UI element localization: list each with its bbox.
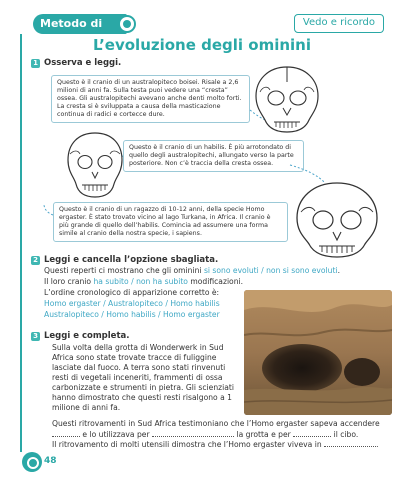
vedo-tag: Vedo e ricordo <box>294 14 384 33</box>
cave-photo <box>244 290 392 415</box>
line-2-end: modificazioni. <box>187 277 244 286</box>
note-habilis: Questo è il cranio di un habilis. È più arrotondato di quello degli australopitechi, allungato verso la parte posteriore. Non c’è traccia della cresta ossea. <box>123 140 304 172</box>
section-3-title: Leggi e completa. <box>44 331 130 341</box>
page-circle-icon <box>22 452 42 472</box>
section-number-3: 3 <box>31 332 40 341</box>
line-1-end: . <box>337 266 340 275</box>
page-title: L’evoluzione degli ominini <box>92 36 311 54</box>
fill-line-3-text: Il ritrovamento di molti utensili dimostra che l’Homo ergaster viveva in <box>52 440 322 449</box>
fill-line-3: Il ritrovamento di molti utensili dimostra che l’Homo ergaster viveva in . <box>52 440 379 449</box>
section-number-1: 1 <box>31 59 40 68</box>
blank-2[interactable] <box>152 429 234 437</box>
page-number: 48 <box>44 456 57 466</box>
section-2-title: Leggi e cancella l’opzione sbagliata. <box>44 255 219 265</box>
blank-4[interactable] <box>324 439 376 447</box>
note-ergaster: Questo è il cranio di un ragazzo di 10-12 anni, della specie Homo ergaster. È stato trovato vicino al lago Turkana, in Africa. Il cranio è più grande di quello dell’habilis. Comincia ad assumere una forma simile al cranio della nostra specie, i sapiens. <box>53 202 288 242</box>
boisei-skull-illustration <box>248 64 326 136</box>
ergaster-skull-illustration <box>288 180 386 260</box>
option-non-si-sono-evoluti[interactable]: non si sono evoluti <box>266 266 338 275</box>
order-option-2[interactable]: Australopiteco / Homo habilis / Homo ergaster <box>44 310 220 319</box>
section-2-line-1 <box>44 266 394 276</box>
blank-3[interactable] <box>293 429 331 437</box>
section-3-paragraph: Sulla volta della grotta di Wonderwerk in Sud Africa sono state trovate tracce di fuliggine lasciate dal fuoco. A terra sono stati rinvenuti resti di vegetali inceneriti, frammenti di ossa carbonizzate e strumenti in pietra. Gli scienziati hanno dimostrato che questi resti risalgono a 1 milione di anni fa. <box>52 343 234 412</box>
option-ha-subito[interactable]: ha subito <box>93 277 129 286</box>
option-non-ha-subito[interactable]: non ha subito <box>136 277 188 286</box>
order-option-1[interactable]: Homo ergaster / Australopiteco / Homo habilis <box>44 299 220 308</box>
section-2-line-2 <box>44 277 394 287</box>
section-2-line-3: L’ordine cronologico di apparizione corretto è: <box>44 288 220 297</box>
option-si-sono-evoluti[interactable]: si sono evoluti <box>203 266 259 275</box>
fill-line-1: Questi ritrovamenti in Sud Africa testimoniano che l’Homo ergaster sapeva accendere <box>52 419 380 428</box>
section-number-2: 2 <box>31 256 40 265</box>
fill-line-2-b: la grotta e per <box>236 430 291 439</box>
method-tag-label: Metodo di studio <box>40 17 103 50</box>
habilis-skull-illustration <box>62 130 128 200</box>
option-separator: / <box>258 266 267 275</box>
note-boisei: Questo è il cranio di un australopiteco boisei. Risale a 2,6 milioni di anni fa. Sulla testa puoi vedere una “cresta” ossea. Gli australopitechi avevano anche denti molto forti. La cresta si è sviluppata a causa della masticazione continua di radici e cortecce dure. <box>51 75 250 123</box>
fill-line-2-a: e lo utilizzava per <box>82 430 150 439</box>
section-1-title: Osserva e leggi. <box>44 58 122 68</box>
line-1-prefix: Questi reperti ci mostrano che gli ominini <box>44 266 204 275</box>
blank-1[interactable] <box>52 429 80 437</box>
line-2-prefix: Il loro cranio <box>44 277 94 286</box>
option-separator: / <box>128 277 137 286</box>
page-number-badge <box>22 452 57 472</box>
fill-line-2-c: il cibo. <box>333 430 359 439</box>
